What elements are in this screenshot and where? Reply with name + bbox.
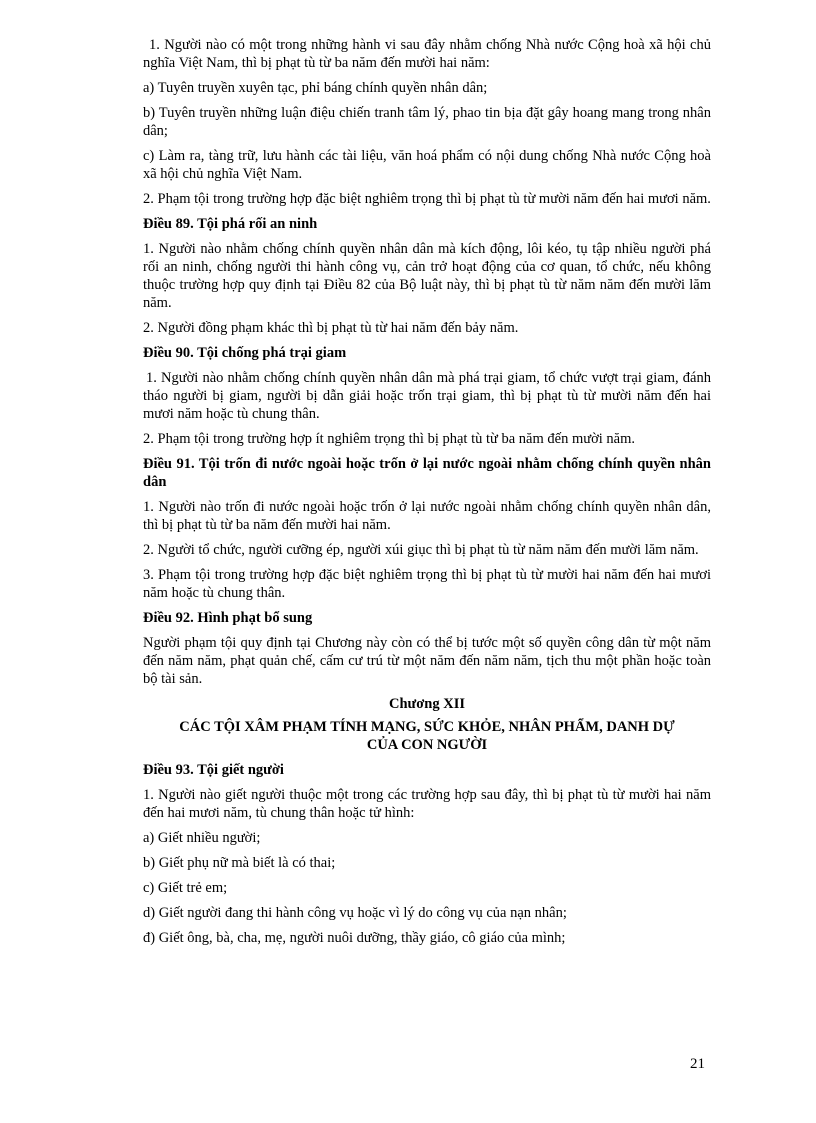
article-93-item-c: c) Giết trẻ em; bbox=[143, 880, 228, 896]
article-93-item-dd: đ) Giết ông, bà, cha, mẹ, người nuôi dưỡng, thầy giáo, cô giáo của mình; bbox=[143, 930, 566, 946]
intro-item-b: b) Tuyên truyền những luận điệu chiến tranh tâm lý, phao tin bịa đặt gây hoang mang trong nhân dân; bbox=[143, 105, 711, 139]
article-92-text: Người phạm tội quy định tại Chương này còn có thể bị tước một số quyền công dân từ một năm đến năm năm, phạt quản chế, cấm cư trú từ một năm đến năm năm, tịch thu một phần hoặc toàn bộ tài sản. bbox=[143, 635, 711, 687]
article-89-clause-1: 1. Người nào nhằm chống chính quyền nhân dân mà kích động, lôi kéo, tụ tập nhiều người phá rối an ninh, chống người thi hành công vụ, cản trở hoạt động của cơ quan, tổ chức, nếu không thuộc trường hợp quy định tại Điều 82 của Bộ luật này, thì bị phạt tù từ năm năm đến mười lăm năm. bbox=[143, 241, 711, 311]
page-number: 21 bbox=[690, 1056, 705, 1072]
article-93-title: Điều 93. Tội giết người bbox=[143, 762, 284, 778]
article-93-clause-1: 1. Người nào giết người thuộc một trong các trường hợp sau đây, thì bị phạt tù từ mười hai năm đến hai mươi năm, tù chung thân hoặc tử hình: bbox=[143, 787, 711, 821]
article-90-clause-1: 1. Người nào nhằm chống chính quyền nhân dân mà phá trại giam, tổ chức vượt trại giam, đánh tháo người bị giam, người bị dẫn giải hoặc trốn trại giam, thì bị phạt tù từ mười năm đến hai mươi năm hoặc tù chung thân. bbox=[143, 370, 711, 422]
article-90-title: Điều 90. Tội chống phá trại giam bbox=[143, 345, 347, 361]
article-90-clause-2: 2. Phạm tội trong trường hợp ít nghiêm trọng thì bị phạt tù từ ba năm đến mười năm. bbox=[143, 431, 636, 447]
intro-item-a: a) Tuyên truyền xuyên tạc, phỉ báng chính quyền nhân dân; bbox=[143, 80, 488, 96]
chapter-label: Chương XII bbox=[389, 696, 465, 712]
article-89-clause-2: 2. Người đồng phạm khác thì bị phạt tù từ hai năm đến bảy năm. bbox=[143, 320, 519, 336]
chapter-title: CÁC TỘI XÂM PHẠM TÍNH MẠNG, SỨC KHỎE, NHÂN PHẨM, DANH DỰ CỦA CON NGƯỜI bbox=[179, 719, 675, 753]
intro-paragraph-1: 1. Người nào có một trong những hành vi sau đây nhằm chống Nhà nước Cộng hoà xã hội chủ nghĩa Việt Nam, thì bị phạt tù từ ba năm đến mười hai năm: bbox=[143, 37, 711, 71]
document-page bbox=[143, 36, 711, 954]
article-91-title: Điều 91. Tội trốn đi nước ngoài hoặc trốn ở lại nước ngoài nhằm chống chính quyền nhân dân bbox=[143, 456, 711, 490]
article-92-title: Điều 92. Hình phạt bổ sung bbox=[143, 610, 313, 626]
intro-item-c: c) Làm ra, tàng trữ, lưu hành các tài liệu, văn hoá phẩm có nội dung chống Nhà nước Cộng hoà xã hội chủ nghĩa Việt Nam. bbox=[143, 148, 711, 182]
intro-paragraph-2: 2. Phạm tội trong trường hợp đặc biệt nghiêm trọng thì bị phạt tù từ mười năm đến hai mươi năm. bbox=[143, 191, 711, 207]
article-91-clause-1: 1. Người nào trốn đi nước ngoài hoặc trốn ở lại nước ngoài nhằm chống chính quyền nhân dân, thì bị phạt tù từ ba năm đến mười hai năm. bbox=[143, 499, 711, 533]
article-93-item-a: a) Giết nhiều người; bbox=[143, 830, 261, 846]
article-89-title: Điều 89. Tội phá rối an ninh bbox=[143, 216, 318, 232]
article-93-item-d: d) Giết người đang thi hành công vụ hoặc vì lý do công vụ của nạn nhân; bbox=[143, 905, 567, 921]
article-91-clause-3: 3. Phạm tội trong trường hợp đặc biệt nghiêm trọng thì bị phạt tù từ mười hai năm đến hai mươi năm hoặc tù chung thân. bbox=[143, 567, 711, 601]
article-91-clause-2: 2. Người tổ chức, người cưỡng ép, người xúi giục thì bị phạt tù từ năm năm đến mười lăm năm. bbox=[143, 542, 699, 558]
article-93-item-b: b) Giết phụ nữ mà biết là có thai; bbox=[143, 855, 336, 871]
